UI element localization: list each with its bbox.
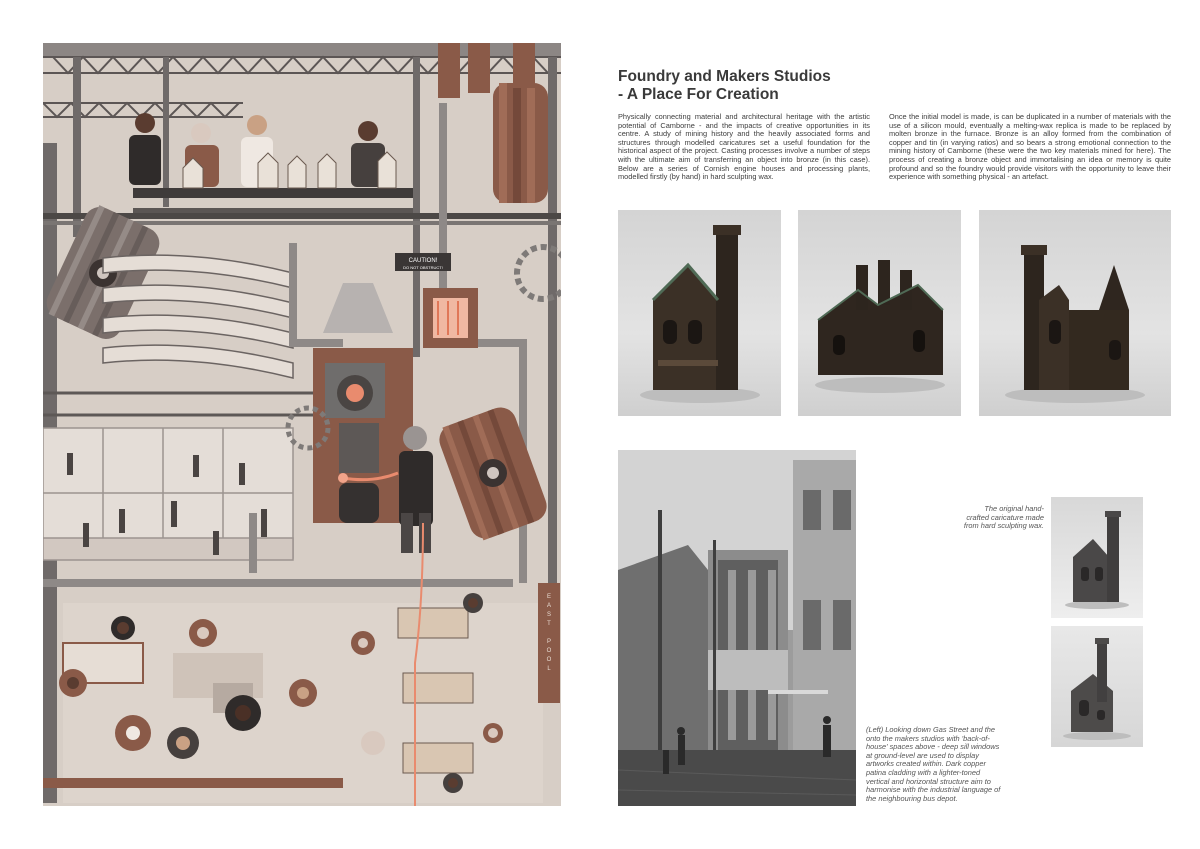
intro-text-right: Once the initial model is made, is can be duplicated in a number of materials with the use of a silicon mould, eventually a melting-wax replica is made to be replaced by molten bronze in the furnace. Bronze is an alloy formed from the combination of copper and tin (in varying ratios) and so bears a strong emotional connection to the mining history of Camborne (these were the two key materials mined for here). The process of creating a bronze object and immortalising an idea or memory is quite profound and so the foundry would provide visitors with the opportunity to leave their experience with something physical - an artefact.	[889, 112, 1171, 182]
intro-text-left: Physically connecting material and architectural heritage with the artistic potential of Camborne - and the impacts of creative opportunities in its centre. A study of mining history and the heavily associated forms and structures through modelled caricatures set a useful foundation for the historical aspect of the project. Casting processes involve a number of steps with the ultimate aim of transferring an object into bronze (in this case). Below are a series of Cornish engine houses and processing plants, modelled firstly (by hand) in hard sculpting wax.	[618, 112, 870, 182]
east-pool-letter: T	[547, 621, 551, 627]
wax-model-photo-1	[1051, 497, 1143, 618]
bronze-engine-house-photo-3	[979, 210, 1171, 416]
caution-sign-line1: CAUTION!	[408, 258, 438, 264]
wax-model-caption: The original hand-crafted caricature made from hard sculpting wax.	[963, 504, 1044, 531]
east-pool-letter: A	[546, 603, 552, 609]
barrel-right	[435, 403, 551, 543]
east-pool-letter: O	[546, 657, 552, 663]
wax-model-photo-2	[1051, 626, 1143, 747]
east-pool-letter: L	[547, 666, 551, 672]
furnace	[313, 283, 478, 523]
street-photo-caption: (Left) Looking down Gas Street and the onto the makers studios with 'back-of-house' spaces above - deep sill windows at ground-level are used to display artworks created within. Dark copper patina cladding with a lighter-toned vertical and horizontal structure aim to harmonise with the industrial language of the neighbouring bus depot.	[866, 725, 1001, 803]
east-pool-letter: O	[546, 648, 552, 654]
top-workbench	[43, 113, 561, 225]
foundry-illustration	[43, 43, 561, 806]
title-line-2: - A Place For Creation	[618, 86, 779, 103]
east-pool-letter: S	[546, 612, 552, 618]
caution-sign-line2: DO NOT OBSTRUCT!	[403, 265, 443, 270]
caution-sign	[395, 253, 451, 271]
east-pool-letter: E	[546, 594, 552, 600]
title-line-1: Foundry and Makers Studios	[618, 68, 831, 85]
bronze-engine-house-photo-1	[618, 210, 781, 416]
east-pool-letter: P	[546, 639, 552, 645]
page-title	[618, 68, 918, 104]
gas-street-photo	[618, 450, 856, 806]
bronze-engine-house-photo-2	[798, 210, 961, 416]
